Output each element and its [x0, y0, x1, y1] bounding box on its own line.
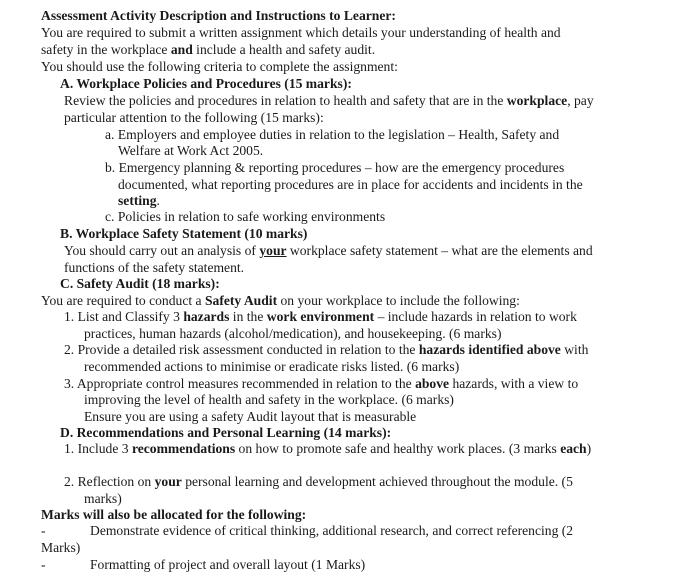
section-d-item-2-cont: marks): [84, 491, 122, 506]
section-d-item-1: [64, 441, 591, 457]
section-a-para-line-1: [64, 93, 594, 109]
section-d-bold-each: each: [560, 441, 587, 456]
section-c-bold-above: above: [415, 376, 450, 391]
intro-bold-and: and: [170, 42, 193, 57]
marks-heading-text: Marks will also be allocated for the following:: [41, 507, 307, 522]
section-c-bold-work-environment: work environment: [266, 309, 375, 324]
intro-line-2: [41, 42, 375, 58]
section-a-item-b-cont: documented, what reporting procedures are in place for accidents and incidents in the: [118, 177, 583, 192]
section-c-item-3: [64, 376, 578, 392]
section-d-text: ): [586, 441, 592, 456]
section-c-bold-hazards: hazards: [183, 309, 230, 324]
section-c-intro: [41, 293, 520, 309]
section-c-bold-hazards-identified: hazards identified above: [418, 342, 561, 357]
section-b-para-line-1: [64, 243, 593, 259]
marks-heading: [41, 507, 306, 523]
section-c-item-2: [64, 342, 588, 358]
marks-item-1-cont: Marks): [41, 540, 81, 555]
marks-item-2-bullet: -: [41, 557, 46, 572]
section-a-text: .: [156, 193, 160, 208]
section-c-text: 3. Appropriate control measures recommended in relation to the: [64, 376, 416, 391]
section-c-item-3-note: Ensure you are using a safety Audit layout that is measurable: [84, 409, 417, 424]
section-a-heading-text: A. Workplace Policies and Procedures (15 marks):: [60, 76, 352, 91]
section-c-text: 2. Provide a detailed risk assessment conducted in relation to the: [64, 342, 419, 357]
section-c-item-1-cont: practices, human hazards (alcohol/medication), and housekeeping. (6 marks): [84, 326, 502, 341]
section-b-heading: [60, 226, 307, 242]
section-c-item-1: [64, 309, 577, 325]
title-text: Assessment Activity Description and Instructions to Learner:: [41, 8, 396, 23]
section-c-heading: [60, 276, 220, 292]
section-c-item-3-cont: improving the level of health and safety in the workplace. (6 marks): [84, 392, 454, 407]
section-a-text: Review the policies and procedures in relation to health and safety that are in the: [64, 93, 507, 108]
section-d-item-2: [64, 474, 573, 490]
section-b-heading-text: B. Workplace Safety Statement (10 marks): [60, 226, 308, 241]
section-d-heading: [60, 425, 391, 441]
document-title: [41, 8, 396, 24]
section-d-text: 1. Include 3: [64, 441, 132, 456]
intro-line-3: You should use the following criteria to complete the assignment:: [41, 59, 398, 74]
section-b-para-line-2: functions of the safety statement.: [64, 260, 245, 275]
section-a-bold-workplace: workplace: [506, 93, 568, 108]
marks-item-1: Demonstrate evidence of critical thinking, additional research, and correct referencing (2: [90, 523, 574, 538]
intro-text: safety in the workplace: [41, 42, 171, 57]
section-d-text: personal learning and development achieved throughout the module. (5: [181, 474, 573, 489]
section-a-item-b-cont-2: [118, 193, 160, 209]
section-a-bold-setting: setting: [118, 193, 157, 208]
section-a-item-c: c. Policies in relation to safe working environments: [105, 209, 386, 224]
intro-line-1: You are required to submit a written assignment which details your understanding of health and: [41, 25, 561, 40]
section-d-heading-text: D. Recommendations and Personal Learning (14 marks):: [60, 425, 392, 440]
section-a-heading: [60, 76, 352, 92]
section-c-text: 1. List and Classify 3: [64, 309, 184, 324]
section-c-text: on your workplace to include the following:: [277, 293, 520, 308]
section-c-bold-safety-audit: Safety Audit: [204, 293, 278, 308]
section-d-text: 2. Reflection on: [64, 474, 155, 489]
section-a-item-b: b. Emergency planning & reporting procedures – how are the emergency procedures: [105, 160, 565, 175]
marks-item-1-bullet: -: [41, 523, 46, 538]
section-d-text: on how to promote safe and healthy work places. (3 marks: [235, 441, 561, 456]
section-c-text: hazards, with a view to: [449, 376, 579, 391]
section-a-para-line-2: particular attention to the following (15 marks):: [64, 110, 324, 125]
section-c-text: with: [560, 342, 589, 357]
intro-text: include a health and safety audit.: [192, 42, 376, 57]
section-c-item-2-cont: recommended actions to minimise or eradicate risks listed. (6 marks): [84, 359, 460, 374]
section-a-item-a: a. Employers and employee duties in relation to the legislation – Health, Safety and: [105, 127, 560, 142]
section-c-text: – include hazards in relation to work: [374, 309, 577, 324]
section-b-text: You should carry out an analysis of: [64, 243, 260, 258]
section-d-bold-your: your: [154, 474, 182, 489]
section-b-bold-your: your: [259, 243, 287, 258]
section-d-bold-recommendations: recommendations: [131, 441, 236, 456]
section-c-text: in the: [229, 309, 267, 324]
section-a-item-a-cont: Welfare at Work Act 2005.: [118, 143, 264, 158]
section-c-text: You are required to conduct a: [41, 293, 205, 308]
section-b-text: workplace safety statement – what are the elements and: [286, 243, 593, 258]
section-c-heading-text: C. Safety Audit (18 marks):: [60, 276, 220, 291]
marks-item-2: Formatting of project and overall layout (1 Marks): [90, 557, 366, 572]
section-a-text: , pay: [567, 93, 594, 108]
